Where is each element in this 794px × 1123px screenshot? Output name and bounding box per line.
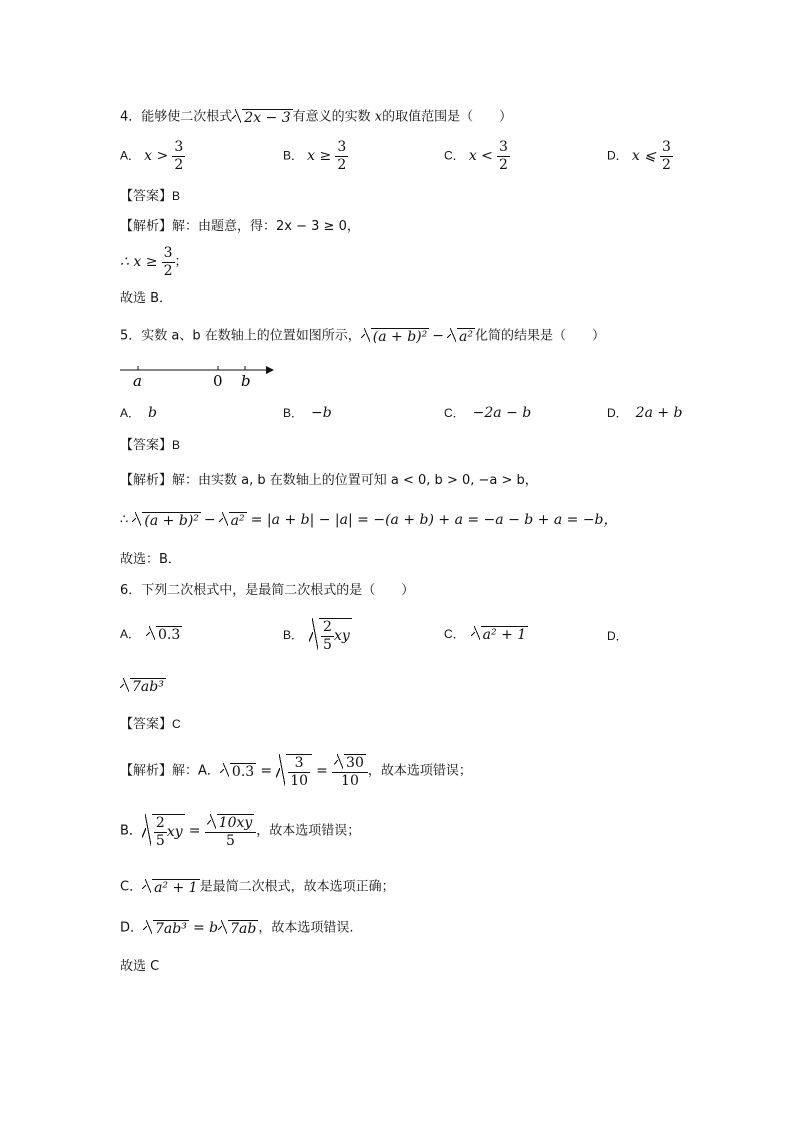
q6-option-b-num: 2 <box>323 619 332 635</box>
q6-option-a-sqrt <box>146 626 182 642</box>
q5-option-b-value: −b <box>311 405 332 421</box>
q4-option-b[interactable] <box>283 140 348 172</box>
q4-option-b-lhs: x ≥ <box>307 148 332 165</box>
q6-option-a-letter: A． <box>120 627 141 641</box>
q6-analysis-c-prefix: C． <box>120 879 143 895</box>
q6-analysis-d-eq: = b <box>192 920 219 936</box>
q4-option-a-frac <box>172 140 185 172</box>
q5-step-prefix: ∴ <box>120 512 129 528</box>
q6-analysis-a-comment: ，故本选项错误； <box>367 763 472 779</box>
q6-answer-label: 【答案】 <box>120 717 173 732</box>
q6-option-b-letter: B． <box>283 628 304 643</box>
q6-answer-value: C <box>172 717 181 731</box>
q5-analysis-text: 解：由实数 a, b 在数轴上的位置可知 a < 0, b > 0, −a > b， <box>172 473 538 488</box>
q4-therefore <box>120 246 188 278</box>
q6-analysis-a-frac-den: 10 <box>290 772 309 789</box>
q6-analysis-c-sqrt <box>142 879 200 895</box>
q5-option-a-value: b <box>148 405 157 421</box>
q5-radicand-2: a² <box>458 329 473 345</box>
q6-analysis-b-eq: = <box>188 823 201 840</box>
q6-analysis-a <box>120 754 472 788</box>
q6-analysis-c <box>120 879 395 895</box>
q6-option-d-radicand: 7ab³ <box>132 679 164 695</box>
q5-option-a[interactable] <box>120 406 157 420</box>
q5-step-radicand-1: (a + b)² <box>144 513 199 529</box>
q6-option-d-sqrt <box>120 678 166 694</box>
q6-analysis-b-prefix: B． <box>120 823 142 839</box>
q6-analysis-b-result-rad: 10xy <box>218 815 253 831</box>
q6-option-b-den: 5 <box>323 636 332 653</box>
q6-analysis-b-frac <box>154 816 167 848</box>
q6-analysis-a-result <box>332 754 368 788</box>
q6-analysis-d-sqrt-2 <box>218 920 258 936</box>
q4-therefore-end: ； <box>174 254 188 270</box>
q4-option-a-letter: A． <box>120 148 141 163</box>
q4-option-a-num: 3 <box>174 139 184 155</box>
q4-therefore-frac <box>162 246 175 278</box>
q5-stem-prefix: 5．实数 a、b 在数轴上的位置如图所示， <box>120 328 361 344</box>
q5-step-minus: − <box>203 512 216 528</box>
q5-analysis <box>120 474 538 487</box>
q4-option-c-num: 3 <box>499 139 508 155</box>
q4-therefore-lhs: ∴ x ≥ <box>120 254 158 271</box>
q5-option-b-letter: B． <box>283 406 304 420</box>
q5-option-c[interactable] <box>444 406 531 420</box>
q5-radicand-1: (a + b)² <box>372 329 428 345</box>
q4-option-d-lhs: x ⩽ <box>631 148 656 165</box>
q6-analysis-label: 【解析】 <box>120 763 173 779</box>
q6-analysis-a-eq2: = <box>316 763 328 780</box>
q6-analysis-b-result-sqrt <box>207 814 255 831</box>
q6-analysis-b-num: 2 <box>155 815 165 831</box>
q4-analysis <box>120 220 360 233</box>
q6-analysis-c-comment: 是最简二次根式，故本选项正确； <box>199 879 395 895</box>
q6-analysis-b-sqrt <box>142 814 185 848</box>
q6-option-c[interactable] <box>444 626 528 642</box>
q5-option-c-letter: C． <box>444 406 465 420</box>
q6-option-b-frac <box>321 620 334 652</box>
q6-analysis-a-result-num <box>332 754 368 773</box>
q4-answer <box>120 190 180 203</box>
q4-option-b-frac <box>335 140 348 172</box>
q4-option-d[interactable] <box>607 140 673 172</box>
q6-option-b[interactable] <box>283 618 352 652</box>
q6-analysis-d-sqrt <box>143 920 189 936</box>
q5-option-c-value: −2a − b <box>472 405 532 421</box>
q4-stem <box>120 109 512 125</box>
q6-analysis-a-eq1: = <box>260 763 273 780</box>
q5-option-d-letter: D． <box>607 406 628 420</box>
q5-step-sqrt-2 <box>219 512 247 528</box>
q6-option-a-radicand: 0.3 <box>158 627 181 643</box>
q6-analysis-d <box>120 920 354 936</box>
q6-analysis-a-radicand: 0.3 <box>231 764 255 781</box>
q6-analysis-b-tail: xy <box>166 824 183 841</box>
q6-analysis-d-comment: ，故本选项错误. <box>258 920 354 936</box>
q5-conclusion: 故选：B． <box>120 552 181 567</box>
q4-option-d-letter: D． <box>607 148 628 163</box>
q4-radicand: 2x − 3 <box>244 110 291 126</box>
q6-analysis-a-result-sqrt <box>334 754 366 771</box>
q4-option-b-letter: B． <box>283 148 304 163</box>
q5-step-radicand-2: a² <box>230 513 245 529</box>
q6-option-d[interactable] <box>607 630 628 643</box>
q6-analysis-a-result-rad: 30 <box>346 755 364 771</box>
q6-analysis-b <box>120 814 360 848</box>
q6-analysis-a-frac-num: 3 <box>288 756 310 773</box>
q6-option-c-radicand: a² + 1 <box>482 627 527 643</box>
q5-number-line-arrow <box>266 366 274 374</box>
q4-option-a-lhs: x > <box>144 148 169 165</box>
q4-option-d-den: 2 <box>662 156 671 173</box>
q6-option-c-letter: C． <box>444 627 465 641</box>
q6-analysis-d-prefix: D． <box>120 920 144 936</box>
q5-option-d[interactable] <box>607 406 683 420</box>
q5-answer-label: 【答案】 <box>120 438 173 453</box>
q4-option-a[interactable] <box>120 140 185 172</box>
q6-option-b-radicand <box>319 618 352 652</box>
q5-sqrt-1 <box>361 328 429 344</box>
q5-option-d-value: 2a + b <box>635 405 683 421</box>
q5-minus: − <box>432 328 444 344</box>
q4-option-d-num: 3 <box>662 139 671 155</box>
q6-analysis-a-sqrt-frac-rad <box>286 754 312 788</box>
q4-option-c[interactable] <box>444 140 510 172</box>
q5-step-rest: = |a + b| − |a| = −(a + b) + a = −a − b + a = −b， <box>250 512 618 528</box>
q6-analysis-b-comment: ，故本选项错误； <box>256 823 361 839</box>
q6-option-c-sqrt <box>471 626 529 642</box>
q6-option-d-expr <box>120 678 166 694</box>
q4-option-b-num: 3 <box>337 139 347 155</box>
q5-number-line <box>118 362 278 392</box>
q4-var: x <box>374 109 383 125</box>
q4-answer-value: B <box>172 189 181 203</box>
q4-stem-prefix: 4．能够使二次根式 <box>120 109 233 125</box>
q5-answer-value: B <box>172 438 181 452</box>
q4-option-c-frac <box>497 140 510 172</box>
q6-conclusion: 故选 C <box>120 959 160 974</box>
q6-analysis-b-result-num <box>205 814 257 833</box>
q6-option-b-tail: xy <box>333 628 350 645</box>
q5-analysis-label: 【解析】 <box>120 473 173 488</box>
q5-sqrt-2 <box>447 328 475 344</box>
q5-option-b[interactable] <box>283 406 332 420</box>
q6-analysis-a-sqrt <box>220 763 256 779</box>
q4-analysis-text: 解：由题意，得：2x − 3 ≥ 0， <box>172 219 360 234</box>
q4-option-c-letter: C． <box>444 148 465 163</box>
q6-stem: 6．下列二次根式中，是最简二次根式的是（ ） <box>120 583 415 598</box>
q6-option-b-sqrt <box>309 618 352 652</box>
q4-stem-suffix: 的取值范围是（ ） <box>382 109 513 125</box>
q6-analysis-b-result-den: 5 <box>226 832 235 849</box>
q6-analysis-c-radicand: a² + 1 <box>154 880 198 896</box>
q4-option-d-frac <box>660 140 673 172</box>
q4-therefore-den: 2 <box>163 262 173 279</box>
q6-analysis-a-prefix: 解：A． <box>172 763 220 779</box>
q5-step <box>120 512 618 528</box>
q6-analysis-d-radicand-2: 7ab <box>230 921 257 937</box>
q6-analysis-b-den: 5 <box>155 832 165 849</box>
q4-answer-label: 【答案】 <box>120 189 173 204</box>
q4-option-b-den: 2 <box>337 156 347 173</box>
q4-analysis-label: 【解析】 <box>120 219 173 234</box>
q4-option-a-den: 2 <box>174 156 184 173</box>
q5-stem <box>120 328 605 344</box>
q5-label-b: b <box>241 372 251 390</box>
q6-analysis-a-sqrt-frac <box>276 754 312 788</box>
q6-analysis-b-sqrt-rad <box>152 814 185 848</box>
q6-analysis-d-radicand: 7ab³ <box>155 921 187 937</box>
q4-sqrt <box>232 109 292 125</box>
q6-answer <box>120 718 181 731</box>
q5-stem-suffix: 化简的结果是（ ） <box>474 328 605 344</box>
q6-analysis-a-frac <box>288 756 310 788</box>
q5-label-a: a <box>133 372 142 390</box>
q4-option-c-den: 2 <box>499 156 508 173</box>
q4-therefore-num: 3 <box>163 245 173 261</box>
q6-option-d-letter: D． <box>607 629 628 643</box>
q4-conclusion: 故选 B． <box>120 291 173 306</box>
q5-label-0: 0 <box>213 372 223 390</box>
q4-option-c-lhs: x < <box>468 148 493 165</box>
q5-option-a-letter: A． <box>120 406 141 420</box>
q4-stem-mid: 有意义的实数 <box>292 109 371 125</box>
q6-analysis-b-result <box>205 814 257 848</box>
q6-analysis-a-result-den: 10 <box>341 772 359 789</box>
q5-step-sqrt-1 <box>132 512 200 528</box>
q6-option-a[interactable] <box>120 626 182 642</box>
q5-answer <box>120 439 180 452</box>
